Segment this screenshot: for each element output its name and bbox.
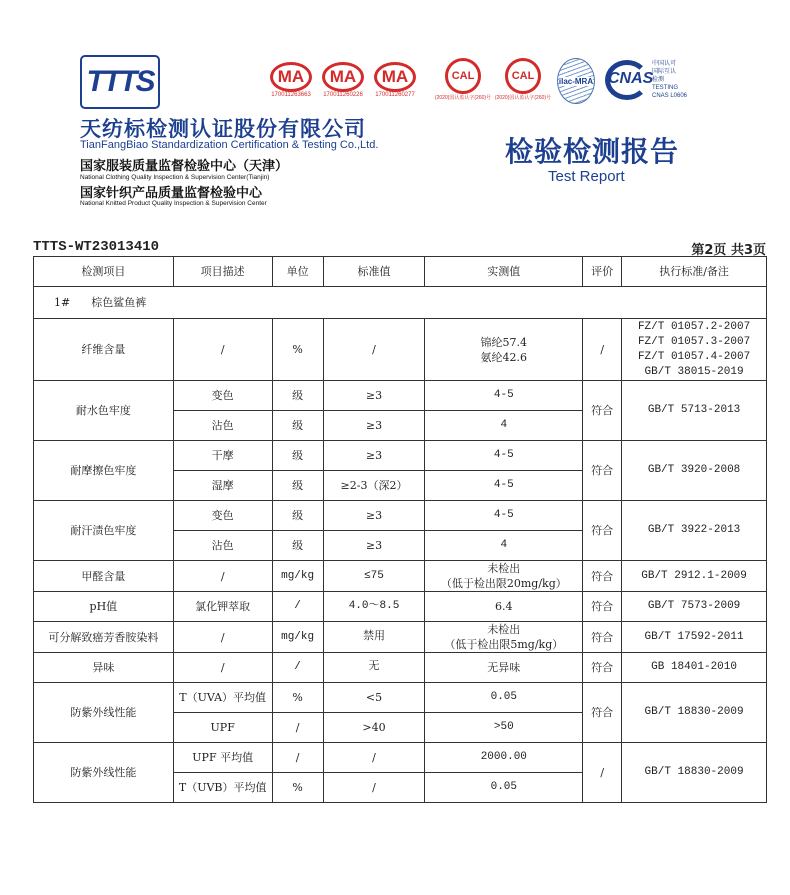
unit-cell: % (272, 319, 323, 381)
standard-cell: GB/T 3922-2013 (622, 501, 767, 561)
eval-cell: 符合 (583, 592, 622, 622)
center2-name-en: National Knitted Product Quality Inspection & Supervision Center (80, 200, 267, 207)
unit-cell: % (272, 773, 323, 803)
eval-cell: 符合 (583, 501, 622, 561)
std-cell: ≥3 (323, 441, 425, 471)
column-header: 标准值 (323, 257, 425, 287)
result-line: 未检出 (487, 623, 521, 636)
desc-cell: / (173, 319, 272, 381)
ilac-mra-logo (557, 58, 595, 104)
result-cell (425, 592, 583, 622)
cal-mark-text: CAL (451, 70, 475, 82)
desc-cell: T（UVA）平均值 (173, 683, 272, 713)
standard-cell: GB/T 5713-2013 (622, 381, 767, 441)
std-cell: 4.0～8.5 (323, 592, 425, 622)
unit-cell: mg/kg (272, 622, 323, 653)
column-header: 实测值 (425, 257, 583, 287)
unit-cell: 级 (272, 531, 323, 561)
center1-name-cn: 国家服装质量监督检验中心（天津） (80, 159, 289, 174)
ilac-text: ilac-MRA (558, 76, 594, 86)
standard-line: GB/T 38015-2019 (644, 365, 744, 378)
table-row (34, 683, 767, 713)
standard-line: FZ/T 01057.3-2007 (637, 335, 751, 348)
table-row (34, 743, 767, 773)
item-cell: 可分解致癌芳香胺染料 (34, 622, 174, 653)
eval-cell: / (583, 743, 622, 803)
report-title-cn: 检验检测报告 (505, 135, 680, 168)
std-cell: / (323, 319, 425, 381)
cal-icon (445, 58, 481, 94)
desc-cell: UPF (173, 713, 272, 743)
unit-cell: 级 (272, 501, 323, 531)
table-row (34, 653, 767, 683)
table-row (34, 501, 767, 531)
std-cell: ≥3 (323, 381, 425, 411)
cnas-line: 国际互认 (652, 69, 677, 75)
result-cell (425, 622, 583, 653)
result-cell: 2000.00 (425, 743, 583, 773)
result-cell (425, 561, 583, 592)
desc-cell: 变色 (173, 501, 272, 531)
item-cell: 甲醛含量 (34, 561, 174, 592)
column-header: 项目描述 (173, 257, 272, 287)
unit-cell: mg/kg (272, 561, 323, 592)
unit-cell: / (272, 653, 323, 683)
result-cell: 4-5 (425, 441, 583, 471)
std-cell: ≥3 (323, 411, 425, 441)
unit-cell: / (272, 743, 323, 773)
result-cell: >50 (425, 713, 583, 743)
column-header: 单位 (272, 257, 323, 287)
eval-cell: 符合 (583, 683, 622, 743)
report-number: TTTS-WT23013410 (33, 239, 160, 255)
cal-number: (2020)国认监认字(260)号 (434, 95, 492, 101)
cnas-logo: CNAS (608, 70, 654, 87)
eval-cell: 符合 (583, 561, 622, 592)
desc-cell: 变色 (173, 381, 272, 411)
cma-number: 170011260277 (375, 92, 415, 98)
item-cell: pH值 (34, 592, 174, 622)
results-table (33, 256, 767, 803)
unit-cell: 级 (272, 471, 323, 501)
std-cell: / (323, 773, 425, 803)
eval-cell: 符合 (583, 441, 622, 501)
cnas-line: 检测 (652, 77, 665, 83)
company-name-en: TianFangBiao Standardization Certification & Testing Co.,Ltd. (80, 139, 379, 151)
desc-cell: 湿摩 (173, 471, 272, 501)
table-row (34, 622, 767, 653)
item-cell: 纤维含量 (34, 319, 174, 381)
unit-cell: 级 (272, 441, 323, 471)
std-cell: 禁用 (323, 622, 425, 653)
item-cell: 防紫外线性能 (34, 743, 174, 803)
result-cell: 0.05 (425, 773, 583, 803)
page-info: 第2页 共3页 (691, 243, 766, 258)
cnas-line: TESTING (652, 85, 679, 91)
sample-cell (34, 287, 767, 319)
result-cell: 4-5 (425, 381, 583, 411)
standard-cell: GB/T 2912.1-2009 (622, 561, 767, 592)
eval-cell: / (583, 319, 622, 381)
standard-cell: GB/T 18830-2009 (622, 743, 767, 803)
report-title-en: Test Report (548, 168, 625, 185)
table-row (34, 381, 767, 411)
desc-cell: 沾色 (173, 531, 272, 561)
cal-mark-1 (434, 58, 493, 101)
std-cell: / (323, 743, 425, 773)
sample-name: 棕色鲨鱼裤 (91, 296, 147, 309)
cal-mark-2 (494, 58, 553, 101)
table-row (34, 319, 767, 381)
column-header: 检测项目 (34, 257, 174, 287)
standard-line: FZ/T 01057.4-2007 (637, 350, 751, 363)
sample-row (34, 287, 767, 319)
std-cell: ≥2-3（深2） (323, 471, 425, 501)
unit-cell: / (272, 592, 323, 622)
result-cell: 4-5 (425, 471, 583, 501)
eval-cell: 符合 (583, 622, 622, 653)
desc-cell: 干摩 (173, 441, 272, 471)
cma-mark-text: MA (322, 62, 364, 92)
table-header-row (34, 257, 767, 287)
item-cell: 耐汗渍色牢度 (34, 501, 174, 561)
cma-mark-text: MA (270, 62, 312, 92)
result-line: （低于检出限5mg/kg） (444, 638, 564, 651)
result-line: 未检出 (487, 562, 521, 575)
result-line: 锦纶57.4 (480, 335, 528, 349)
result-line: 无异味 (487, 661, 521, 674)
std-cell: ≤75 (323, 561, 425, 592)
result-line: 6.4 (495, 600, 513, 613)
standard-line: FZ/T 01057.2-2007 (637, 320, 751, 333)
cal-icon (505, 58, 541, 94)
result-cell (425, 653, 583, 683)
standard-cell: GB 18401-2010 (622, 653, 767, 683)
result-cell: 4 (425, 411, 583, 441)
column-header: 执行标准/备注 (622, 257, 767, 287)
center1-name-en: National Clothing Quality Inspection & Supervision Center(Tianjin) (80, 174, 270, 181)
unit-cell: % (272, 683, 323, 713)
unit-cell: 级 (272, 381, 323, 411)
std-cell: <5 (323, 683, 425, 713)
result-cell: 0.05 (425, 683, 583, 713)
cnas-line: 中国认可 (652, 61, 677, 67)
desc-cell: / (173, 622, 272, 653)
center2-name-cn: 国家针织产品质量监督检验中心 (80, 186, 263, 201)
desc-cell: UPF 平均值 (173, 743, 272, 773)
result-line: （低于检出限20mg/kg） (440, 577, 567, 590)
sample-id: 1# (54, 296, 71, 309)
cal-number: (2020)国认监认字(260)号 (494, 95, 552, 101)
eval-cell: 符合 (583, 381, 622, 441)
result-cell (425, 319, 583, 381)
logo-text: TTTS (86, 65, 154, 98)
desc-cell: T（UVB）平均值 (173, 773, 272, 803)
standard-cell (622, 319, 767, 381)
item-cell: 耐摩擦色牢度 (34, 441, 174, 501)
eval-cell: 符合 (583, 653, 622, 683)
std-cell: 无 (323, 653, 425, 683)
result-line: 氨纶42.6 (480, 350, 528, 364)
desc-cell: / (173, 561, 272, 592)
cma-number: 170011263663 (271, 92, 311, 98)
cma-mark-2 (322, 62, 368, 98)
table-row (34, 441, 767, 471)
item-cell: 异味 (34, 653, 174, 683)
std-cell: ≥3 (323, 501, 425, 531)
result-cell: 4-5 (425, 501, 583, 531)
unit-cell: / (272, 713, 323, 743)
cma-mark-3 (374, 62, 420, 98)
standard-cell: GB/T 18830-2009 (622, 683, 767, 743)
std-cell: >40 (323, 713, 425, 743)
cnas-line: CNAS L0606 (652, 93, 688, 99)
cma-number: 170011260226 (323, 92, 363, 98)
result-cell: 4 (425, 531, 583, 561)
cal-mark-text: CAL (511, 70, 535, 82)
unit-cell: 级 (272, 411, 323, 441)
table-row (34, 561, 767, 592)
item-cell: 防紫外线性能 (34, 683, 174, 743)
desc-cell: / (173, 653, 272, 683)
cma-mark-1 (270, 62, 316, 98)
standard-cell: GB/T 7573-2009 (622, 592, 767, 622)
company-name-cn: 天纺标检测认证股份有限公司 (80, 117, 366, 141)
table-row (34, 592, 767, 622)
std-cell: ≥3 (323, 531, 425, 561)
column-header: 评价 (583, 257, 622, 287)
cma-mark-text: MA (374, 62, 416, 92)
ttts-logo (80, 55, 160, 109)
desc-cell: 沾色 (173, 411, 272, 441)
cnas-side-text (652, 60, 687, 100)
standard-cell: GB/T 17592-2011 (622, 622, 767, 653)
item-cell: 耐水色牢度 (34, 381, 174, 441)
desc-cell: 氯化钾萃取 (173, 592, 272, 622)
standard-cell: GB/T 3920-2008 (622, 441, 767, 501)
